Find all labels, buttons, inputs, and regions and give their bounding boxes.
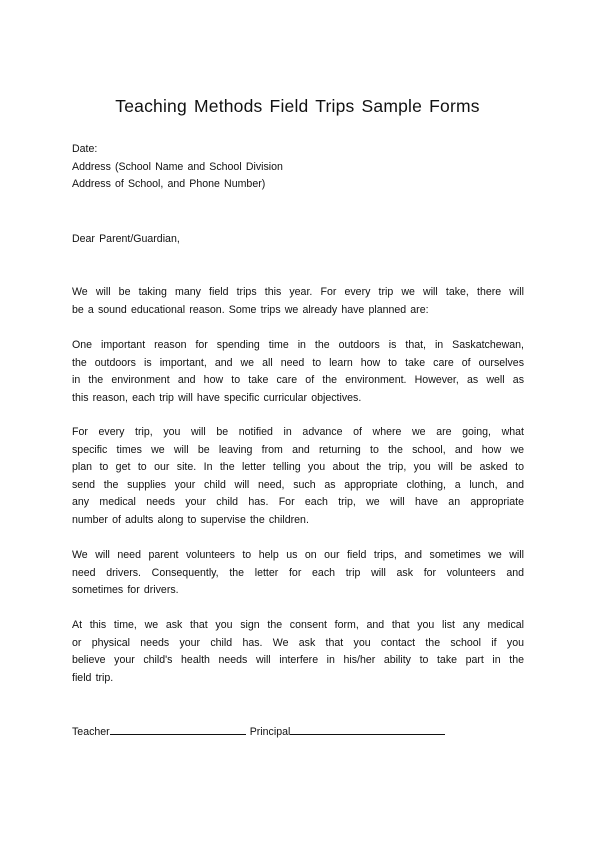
paragraph-line: number of adults along to supervise the children. <box>72 513 309 526</box>
signature-row <box>72 723 445 742</box>
address-line-2: Address of School, and Phone Number) <box>72 178 266 191</box>
paragraph-intro <box>72 284 524 319</box>
paragraph-line: in the environment and how to take care of the environment. However, as well as <box>72 374 524 387</box>
paragraph-line: We will need parent volunteers to help us on our field trips, and sometimes we will <box>72 549 524 561</box>
principal-label: Principal <box>249 726 291 738</box>
paragraph-line: At this time, we ask that you sign the consent form, and that you list any medical <box>72 619 524 631</box>
paragraph-line: need drivers. Consequently, the letter for each trip will ask for volunteers and <box>72 566 524 579</box>
paragraph-outdoors-reason <box>72 337 524 407</box>
paragraph-line: this reason, each trip will have specific curricular objectives. <box>72 391 362 404</box>
paragraph-line: plan to get to our site. In the letter telling you about the trip, you will be asked to <box>72 461 524 474</box>
paragraph-line: the outdoors is important, and we all need to learn how to take care of ourselves <box>72 356 524 369</box>
paragraph-line: field trip. <box>72 671 114 684</box>
paragraph-line: be a sound educational reason. Some trips we already have planned are: <box>72 303 429 316</box>
paragraph-line: For every trip, you will be notified in advance of where we are going, what <box>72 426 524 438</box>
paragraph-volunteers <box>72 547 524 600</box>
letter-header <box>72 141 524 194</box>
teacher-label: Teacher <box>72 726 110 738</box>
paragraph-line: We will be taking many field trips this year. For every trip we will take, there will <box>72 286 524 298</box>
paragraph-line: specific times we will be leaving from and returning to the school, and how we <box>72 443 524 456</box>
paragraph-line: or physical needs your child has. We ask that you contact the school if you <box>72 636 524 649</box>
principal-signature-line[interactable] <box>290 723 445 735</box>
paragraph-line: sometimes for drivers. <box>72 584 179 597</box>
date-label: Date: <box>72 143 98 155</box>
greeting: Dear Parent/Guardian, <box>72 233 180 245</box>
paragraph-line: One important reason for spending time in the outdoors is that, in Saskatchewan, <box>72 339 524 351</box>
document-title: Teaching Methods Field Trips Sample Forms <box>115 96 480 116</box>
paragraph-line: any medical needs your child has. For each trip, we will have an appropriate <box>72 496 524 509</box>
address-line-1: Address (School Name and School Division <box>72 160 283 173</box>
paragraph-line: send the supplies your child will need, such as appropriate clothing, a lunch, and <box>72 478 524 491</box>
paragraph-consent <box>72 617 524 687</box>
paragraph-line: believe your child's health needs will interfere in his/her ability to take part in the <box>72 654 524 667</box>
paragraph-trip-notification <box>72 424 524 530</box>
teacher-signature-line[interactable] <box>110 723 246 735</box>
